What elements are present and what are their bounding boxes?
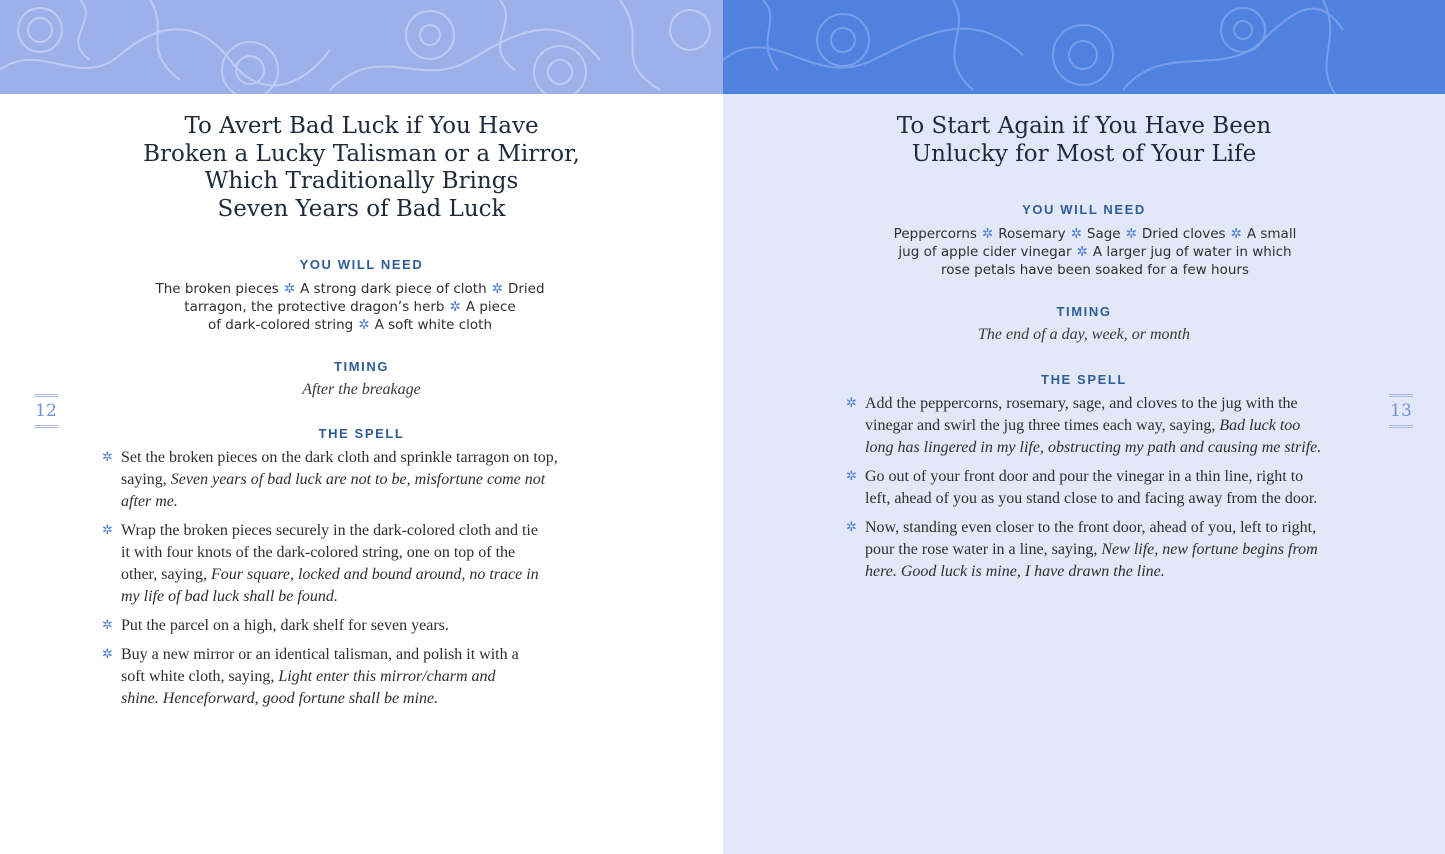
- snowflake-bullet-icon: ✲: [846, 396, 857, 411]
- spell-step: [846, 517, 1326, 583]
- timing-heading: TIMING: [1056, 304, 1112, 319]
- step-text: Buy a new mirror or an identical talisman, and polish it with a soft white cloth, saying,: [121, 646, 519, 685]
- you-will-need-heading: YOU WILL NEED: [299, 257, 424, 272]
- ingredient: A soft white cloth: [374, 317, 493, 334]
- spell-title: [723, 113, 1445, 168]
- separator-icon: ✲: [491, 281, 503, 297]
- title-line: Seven Years of Bad Luck: [217, 195, 506, 222]
- snowflake-bullet-icon: ✲: [102, 647, 113, 662]
- separator-icon: ✲: [283, 281, 296, 297]
- ingredients-line: [845, 261, 1345, 279]
- spell-steps: [846, 393, 1326, 590]
- separator-icon: ✲: [358, 317, 370, 334]
- spell-heading: THE SPELL: [318, 426, 405, 441]
- spell-step: [102, 644, 576, 710]
- title-line: To Avert Bad Luck if You Have: [184, 113, 539, 139]
- step-incantation: Seven years of bad luck are not to be, misfortune come not after me.: [121, 471, 546, 510]
- ingredient: A small: [1246, 226, 1297, 242]
- separator-icon: ✲: [981, 226, 994, 242]
- ingredients-line: [110, 298, 590, 316]
- ingredient: A piece: [465, 299, 516, 316]
- ingredient: A larger jug of water in which: [1092, 244, 1292, 261]
- ingredient: Dried cloves: [1141, 226, 1226, 242]
- title-line: To Start Again if You Have Been: [896, 113, 1272, 139]
- separator-icon: ✲: [1125, 226, 1137, 242]
- floral-pattern-icon: [723, 0, 1445, 94]
- ingredients-list: [110, 280, 590, 335]
- right-page: [723, 0, 1445, 854]
- step-text: Wrap the broken pieces securely in the dark-colored cloth and tie it with four knots of the dark-colored string, one on top of the other, saying,: [121, 522, 538, 583]
- ingredients-list: [845, 225, 1345, 280]
- right-decorative-band: [723, 0, 1445, 94]
- ingredient: of dark-colored string: [207, 317, 354, 334]
- you-will-need-heading: YOU WILL NEED: [1022, 202, 1146, 217]
- spell-step: [846, 393, 1326, 459]
- spell-step: [846, 466, 1326, 510]
- title-line: Which Traditionally Brings: [204, 168, 519, 194]
- spell-step: [102, 615, 576, 637]
- timing-heading: TIMING: [333, 359, 390, 374]
- ingredient: tarragon, the protective dragon’s herb: [184, 299, 445, 316]
- step-text: Put the parcel on a high, dark shelf for seven years.: [121, 617, 449, 634]
- ingredient: Sage: [1086, 226, 1121, 242]
- ingredient: Rosemary: [998, 226, 1066, 242]
- separator-icon: ✲: [449, 299, 461, 316]
- ingredient: rose petals have been soaked for a few hours: [941, 262, 1249, 279]
- ingredient: Peppercorns: [893, 226, 977, 242]
- timing-text: After the breakage: [302, 381, 421, 398]
- ingredient: jug of apple cider vinegar: [898, 244, 1072, 261]
- snowflake-bullet-icon: ✲: [102, 450, 113, 465]
- separator-icon: ✲: [1076, 244, 1088, 261]
- separator-icon: ✲: [1070, 226, 1082, 242]
- ingredient: A strong dark piece of cloth: [300, 281, 487, 297]
- spell-title: [0, 113, 723, 223]
- step-text: Go out of your front door and pour the vinegar in a thin line, right to left, ahead of you as you stand close to and facing away from the door.: [865, 468, 1318, 507]
- separator-icon: ✲: [1230, 226, 1242, 242]
- ingredients-line: [845, 243, 1345, 261]
- step-text: Add the peppercorns, rosemary, sage, and cloves to the jug with the vinegar and swirl the jug three times each way, saying,: [865, 395, 1298, 434]
- title-line: Unlucky for Most of Your Life: [911, 140, 1257, 167]
- page-number: 12: [34, 394, 58, 428]
- step-incantation: Four square, locked and bound around, no trace in my life of bad luck shall be found.: [121, 566, 539, 605]
- snowflake-bullet-icon: ✲: [846, 520, 857, 535]
- spell-step: [102, 520, 576, 608]
- ingredients-line: [110, 280, 590, 298]
- ingredient: Dried: [507, 281, 545, 297]
- step-text: Set the broken pieces on the dark cloth and sprinkle tarragon on top, saying,: [121, 449, 558, 488]
- snowflake-bullet-icon: ✲: [102, 523, 113, 538]
- left-decorative-band: [0, 0, 723, 94]
- ingredients-line: [110, 316, 590, 334]
- page-number: 13: [1389, 394, 1413, 428]
- ingredient: The broken pieces: [155, 281, 279, 297]
- snowflake-bullet-icon: ✲: [102, 618, 113, 633]
- title-line: Broken a Lucky Talisman or a Mirror,: [143, 140, 580, 167]
- snowflake-bullet-icon: ✲: [846, 469, 857, 484]
- spell-steps: [102, 447, 576, 717]
- floral-pattern-icon: [0, 0, 723, 94]
- step-incantation: New life, new fortune begins from here. Good luck is mine, I have drawn the line.: [865, 541, 1318, 580]
- step-incantation: Bad luck too long has lingered in my life, obstructing my path and causing me strife.: [865, 417, 1322, 456]
- ingredients-line: [845, 225, 1345, 243]
- spell-heading: THE SPELL: [1041, 372, 1127, 387]
- step-text: Now, standing even closer to the front door, ahead of you, left to right, pour the rose water in a line, saying,: [865, 519, 1317, 558]
- spell-step: [102, 447, 576, 513]
- step-incantation: Light enter this mirror/charm and shine. Henceforward, good fortune shall be mine.: [121, 668, 496, 707]
- timing-text: The end of a day, week, or month: [978, 326, 1190, 343]
